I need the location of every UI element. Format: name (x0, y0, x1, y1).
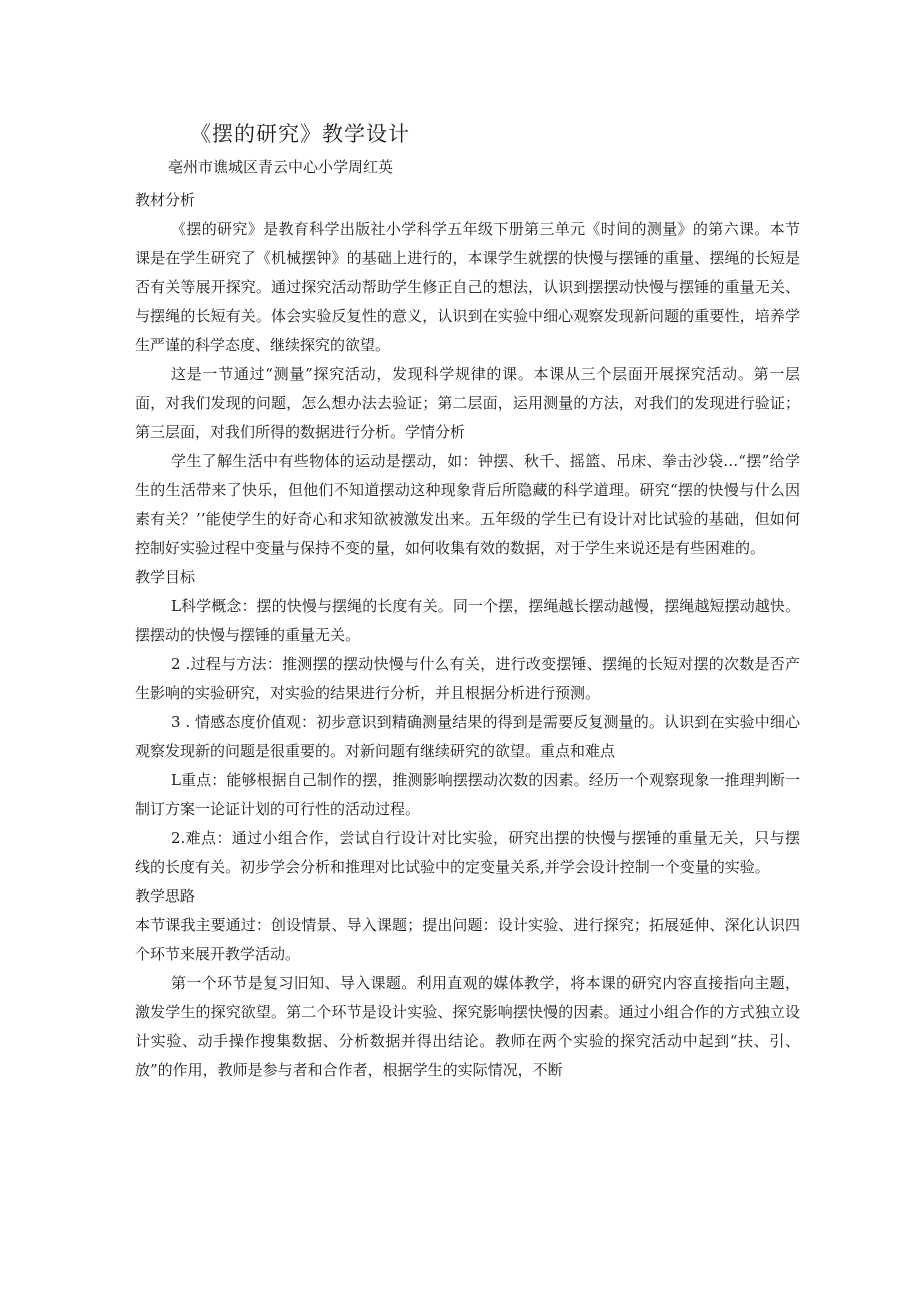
paragraph-goal-1: L科学概念：摆的快慢与摆绳的长度有关。同一个摆，摆绳越长摆动越慢，摆绳越短摆动越快。摆摆动的快慢与摆锤的重量无关。 (135, 597, 800, 644)
author-line: 亳州市谯城区青云中心小学周红英 (168, 158, 394, 176)
section-heading-textbook-analysis: 教材分析 (135, 191, 196, 209)
paragraph-approach-detail: 第一个环节是复习旧知、导入课题。利用直观的媒体教学，将本课的研究内容直接指向主题，激发学生的探究欲望。第二个环节是设计实验、探究影响摆快慢的因素。通过小组合作的方式独立设计实验、动手操作搜集数据、分析数据并得出结论。教师在两个实验的探究活动中起到“扶、引、放”的作用，教师是参与者和合作者，根据学生的实际情况，不断 (135, 974, 800, 1079)
paragraph-student-analysis: 学生了解生活中有些物体的运动是摆动，如：钟摆、秋千、摇篮、吊床、拳击沙袋…“摆”给学生的生活带来了快乐，但他们不知道摆动这种现象背后所隐藏的科学道理。研究“摆的快慢与什么因素有关？’’能使学生的好奇心和求知欲被激发出来。五年级的学生已有设计对比试验的基础，但如何控制好实验过程中变量与保持不变的量，如何收集有效的数据，对于学生来说还是有些困难的。 (135, 452, 800, 557)
paragraph-lesson-overview: 《摆的研究》是教育科学出版社小学科学五年级下册第三单元《时间的测量》的第六课。本节课是在学生研究了《机械摆钟》的基础上进行的，本课学生就摆的快慢与摆锤的重量、摆绳的长短是否有关等展开探究。通过探究活动帮助学生修正自己的想法，认识到摆摆动快慢与摆锤的重量无关、与摆绳的长短有关。体会实验反复性的意义，认识到在实验中细心观察发现新问题的重要性，培养学生严谨的科学态度、继续探究的欲望。 (135, 220, 800, 354)
paragraph-goal-3: 3 . 情感态度价值观：初步意识到精确测量结果的得到是需要反复测量的。认识到在实验中细心观察发现新的问题是很重要的。对新问题有继续研究的欲望。重点和难点 (135, 713, 800, 760)
paragraph-difficult-point: 2.难点：通过小组合作，尝试自行设计对比实验，研究出摆的快慢与摆锤的重量无关，只与摆线的长度有关。初步学会分析和推理对比试验中的定变量关系,并学会设计控制一个变量的实验。 (135, 829, 800, 876)
paragraph-approach-summary: 本节课我主要通过：创设情景、导入课题；提出问题：设计实验、进行探究；拓展延伸、深化认识四个环节来展开教学活动。 (135, 916, 800, 963)
section-heading-teaching-approach: 教学思路 (135, 887, 196, 905)
paragraph-lesson-levels: 这是一节通过“测量”探究活动，发现科学规律的课。本课从三个层面开展探究活动。第一层面，对我们发现的问题，怎么想办法去验证；第二层面，运用测量的方法，对我们的发现进行验证；第三层面，对我们所得的数据进行分析。学情分析 (135, 365, 800, 441)
document-body (135, 186, 800, 1085)
paragraph-goal-2: 2 .过程与方法：推测摆的摆动快慢与什么有关，进行改变摆锤、摆绳的长短对摆的次数是否产生影响的实验研究，对实验的结果进行分析，并且根据分析进行预测。 (135, 655, 800, 702)
page-title: 《摆的研究》教学设计 (190, 122, 410, 146)
paragraph-key-point: L重点：能够根据自己制作的摆，推测影响摆摆动次数的因素。经历一个观察现象一推理判断一制订方案一论证计划的可行性的活动过程。 (135, 771, 800, 818)
section-heading-teaching-goals: 教学目标 (135, 568, 196, 586)
